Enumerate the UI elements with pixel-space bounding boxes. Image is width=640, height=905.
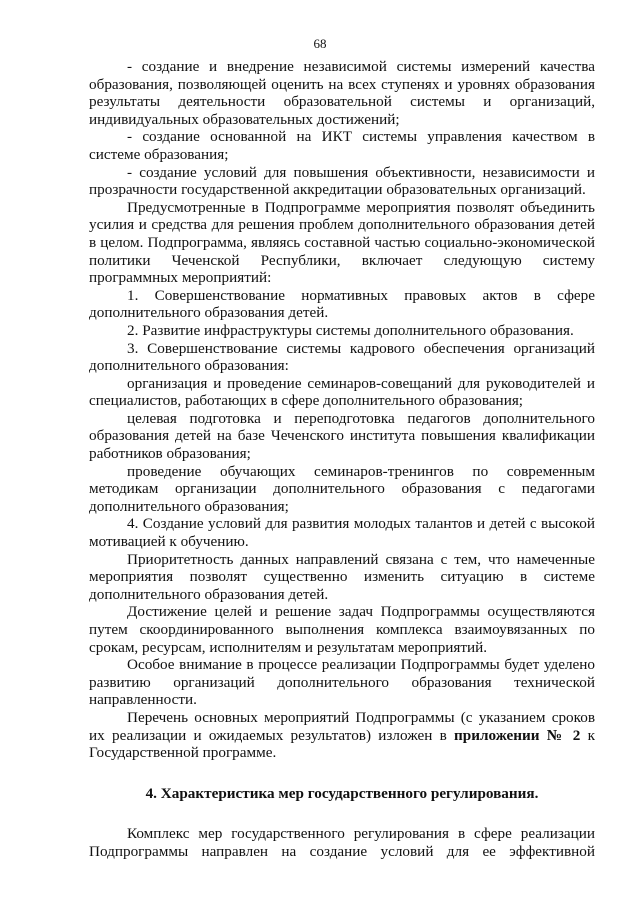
sub-item-3: проведение обучающих семинаров-тренингов по современным методикам организации дополнительного образования с педагогами дополнительного образования;	[89, 462, 595, 515]
sub-item-2: целевая подготовка и переподготовка педагогов дополнительного образования детей на базе Чеченского института повышения квалификации работников образования;	[89, 409, 595, 463]
reference-text-before: Перечень основных мероприятий Подпрограммы (с указанием сроков их реализации и ожидаемых результатов) изложен в	[89, 708, 595, 744]
paragraph-goals: Достижение целей и решение задач Подпрограммы осуществляются путем скоординированного выполнения комплекса взаимоувязанных по срокам, ресурсам, исполнителям и результатам мероприятий.	[89, 603, 595, 656]
list-item-3: 3. Совершенствование системы кадрового обеспечения организаций дополнительного образования:	[89, 339, 595, 375]
paragraph-attention: Особое внимание в процессе реализации Подпрограммы будет уделено развитию организаций дополнительного образования технической направленности.	[89, 656, 595, 709]
paragraph-priority: Приоритетность данных направлений связана с тем, что намеченные мероприятия позволят существенно изменить ситуацию в системе дополнительного образования детей.	[89, 550, 595, 603]
appendix-reference: приложении № 2	[454, 726, 581, 744]
paragraph-3: - создание условий для повышения объективности, независимости и прозрачности государственной аккредитации образовательных организаций.	[89, 163, 595, 199]
paragraph-4: Предусмотренные в Подпрограмме мероприятия позволят объединить усилия и средства для решения проблем дополнительного образования детей в целом. Подпрограмма, являясь составной частью социально-экономической политики Чеченской Республики, включает следующую систему программных мероприятий:	[89, 198, 595, 287]
page-content	[89, 58, 595, 861]
list-item-2: 2. Развитие инфраструктуры системы дополнительного образования.	[127, 321, 574, 339]
paragraph-2: - создание основанной на ИКТ системы управления качеством в системе образования;	[89, 128, 595, 163]
list-item-4: 4. Создание условий для развития молодых талантов и детей с высокой мотивацией к обучению.	[89, 515, 595, 551]
paragraph-1: - создание и внедрение независимой системы измерений качества образования, позволяющей оценить на всех ступенях и уровнях образования результаты деятельности образовательной системы и организаций, индивидуальных образовательных достижений;	[89, 58, 595, 128]
page-number: 68	[313, 36, 327, 51]
sub-item-1: организация и проведение семинаров-совещаний для руководителей и специалистов, работающих в сфере дополнительного образования;	[89, 374, 595, 410]
paragraph-list-reference	[89, 709, 595, 762]
list-item-1: 1. Совершенствование нормативных правовых актов в сфере дополнительного образования детей.	[89, 286, 595, 322]
closing-paragraph: Комплекс мер государственного регулирования в сфере реализации Подпрограммы направлен на создание условий для ее эффективной	[89, 825, 595, 860]
section-heading: 4. Характеристика мер государственного регулирования.	[145, 784, 539, 802]
reference-text-after: к Государственной программе.	[89, 726, 595, 762]
